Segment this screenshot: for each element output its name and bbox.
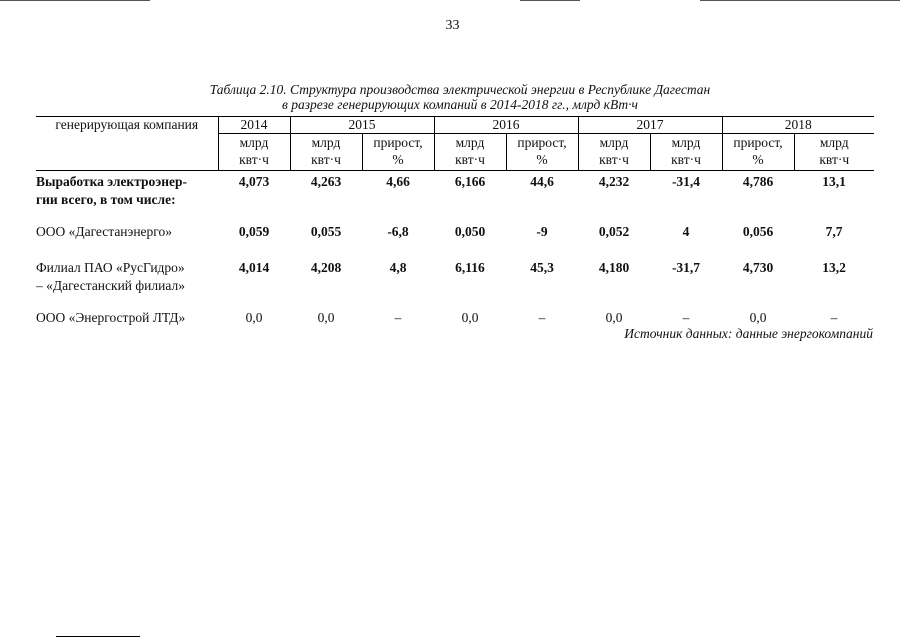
table-cell: 13,1	[822, 174, 846, 189]
year-header: 2014	[218, 117, 290, 134]
table-cell: –	[538, 309, 546, 325]
table-cell: 6,166	[454, 174, 486, 189]
page-edge-mark	[56, 636, 140, 637]
table-cell: –	[830, 309, 838, 325]
table-cell: -31,4	[671, 174, 701, 189]
year-header-row	[36, 117, 874, 134]
table-cell: –	[394, 309, 402, 325]
table-row	[36, 307, 874, 327]
year-header: 2017	[578, 117, 722, 134]
table-cell: 4	[682, 223, 690, 239]
unit-header: млрд квт·ч	[794, 134, 874, 171]
table-cell: 0,059	[238, 223, 270, 239]
caption-line-1: Таблица 2.10. Структура производства электрической энергии в Республике Дагестан	[209, 82, 711, 97]
source-note: Источник данных: данные энергокомпаний	[624, 326, 873, 341]
table-cell: 0,056	[742, 223, 774, 239]
year-header: 2016	[434, 117, 578, 134]
table-cell: 0,050	[454, 223, 486, 239]
table-cell: -6,8	[387, 223, 409, 239]
table-cell: 44,6	[530, 174, 554, 189]
table-cell: 0,052	[598, 223, 630, 239]
company-name: ООО «Дагестанэнерго»	[36, 223, 172, 239]
table-cell: 4,786	[742, 174, 774, 189]
table-cell: 4,180	[598, 259, 630, 275]
table-cell: 4,208	[310, 259, 342, 275]
table-cell: 0,0	[317, 309, 335, 325]
page-edge-mark	[0, 0, 150, 1]
table-cell: 45,3	[530, 259, 554, 275]
table-row	[36, 257, 874, 307]
page-number: 33	[445, 18, 460, 33]
table-cell: 0,0	[245, 309, 263, 325]
unit-header: прирост, %	[362, 134, 434, 171]
company-column-header: генерирующая компания	[36, 117, 218, 171]
company-name: Филиал ПАО «РусГидро» – «Дагестанский филиал»	[36, 259, 185, 293]
table-cell: 4,8	[389, 259, 407, 275]
unit-header: млрд квт·ч	[650, 134, 722, 171]
table-cell: 4,073	[238, 174, 270, 189]
unit-header: прирост, %	[506, 134, 578, 171]
caption-line-2: в разрезе генерирующих компаний в 2014-2018 гг., млрд кВт·ч	[282, 97, 638, 112]
table-cell: 6,116	[455, 259, 485, 275]
table-cell: 4,263	[310, 174, 342, 189]
year-header: 2015	[290, 117, 434, 134]
page-edge-mark	[520, 0, 580, 1]
table-cell: 4,66	[386, 174, 410, 189]
table-cell: 0,055	[310, 223, 342, 239]
table-row	[36, 171, 874, 221]
table-row	[36, 221, 874, 257]
table-cell: –	[682, 309, 690, 325]
table-cell: 13,2	[822, 259, 846, 275]
company-name: ООО «Энергострой ЛТД»	[36, 309, 186, 325]
year-header: 2018	[722, 117, 874, 134]
unit-header: млрд квт·ч	[434, 134, 506, 171]
table-cell: -9	[536, 223, 548, 239]
table-caption	[150, 82, 770, 112]
table-cell: 0,0	[749, 309, 767, 325]
production-table	[36, 116, 874, 327]
unit-header: млрд квт·ч	[290, 134, 362, 171]
unit-header: прирост, %	[722, 134, 794, 171]
unit-header: млрд квт·ч	[218, 134, 290, 171]
unit-header: млрд квт·ч	[578, 134, 650, 171]
table-cell: 7,7	[825, 223, 843, 239]
company-name: Выработка электроэнер- гии всего, в том числе:	[36, 174, 188, 207]
table-cell: 4,014	[238, 259, 270, 275]
table-cell: 4,730	[742, 259, 774, 275]
table-cell: -31,7	[671, 259, 701, 275]
table-cell: 0,0	[461, 309, 479, 325]
page-edge-mark	[700, 0, 900, 1]
table-cell: 4,232	[598, 174, 630, 189]
table-cell: 0,0	[605, 309, 623, 325]
